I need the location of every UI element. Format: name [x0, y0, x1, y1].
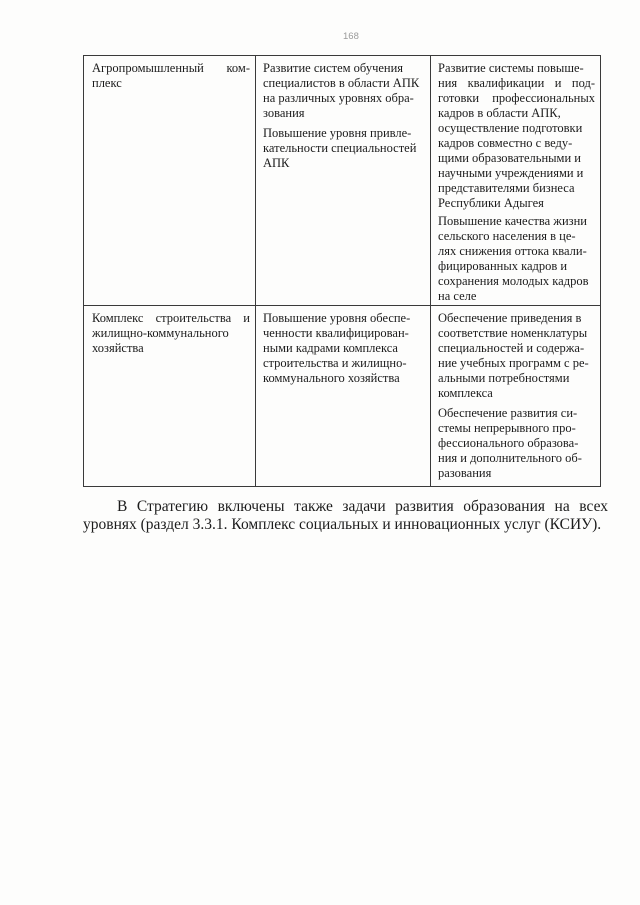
cell-paragraph	[263, 311, 425, 386]
cell-paragraph	[92, 61, 250, 91]
text-line: стемы непрерывного про-	[438, 421, 576, 435]
text-line: кадров совместно с веду-	[438, 136, 573, 150]
text-line: Республики Адыгея	[438, 196, 544, 210]
text-line: зования	[263, 106, 305, 120]
text-line: хозяйства	[92, 341, 144, 355]
cell-paragraph	[438, 214, 595, 304]
text-line: специальностей и содержа-	[438, 341, 585, 355]
text-line: соответствие номенклатуры	[438, 326, 588, 340]
text-line: Агропромышленный ком-	[92, 61, 250, 75]
text-line: сохранения молодых кадров	[438, 274, 589, 288]
text-line: готовки профессиональных	[438, 91, 595, 105]
cell-paragraph	[92, 311, 250, 356]
text-line: Повышение качества жизни	[438, 214, 587, 228]
text-line: ченности квалифицирован-	[263, 326, 409, 340]
text-line: комплекса	[438, 386, 493, 400]
page-number: 168	[343, 31, 359, 42]
text-line: на различных уровнях обра-	[263, 91, 414, 105]
text-line: коммунального хозяйства	[263, 371, 400, 385]
text-line: Обеспечение развития си-	[438, 406, 578, 420]
text-line: АПК	[263, 156, 290, 170]
text-line: специалистов в области АПК	[263, 76, 420, 90]
text-line: Развитие систем обучения	[263, 61, 404, 75]
text-line: уровнях (раздел 3.3.1. Комплекс социальных и инновационных услуг (КСИУ).	[83, 516, 602, 533]
goals-cell	[256, 306, 431, 487]
text-line: фицированных кадров и	[438, 259, 568, 273]
text-line: осуществление подготовки	[438, 121, 583, 135]
text-line: Повышение уровня обеспе-	[263, 311, 411, 325]
text-line: ния и дополнительного об-	[438, 451, 582, 465]
text-line: Развитие системы повыше-	[438, 61, 584, 75]
cell-paragraph	[438, 61, 595, 211]
text-line: ными кадрами комплекса	[263, 341, 398, 355]
tasks-cell	[431, 306, 601, 487]
text-line: Комплекс строительства и	[92, 311, 250, 325]
text-line: научными учреждениями и	[438, 166, 584, 180]
text-line: щими образовательными и	[438, 151, 581, 165]
text-line: фессионального образова-	[438, 436, 579, 450]
text-line: разования	[438, 466, 492, 480]
text-line: В Стратегию включены также задачи развития образования на всех	[117, 498, 608, 515]
cell-paragraph	[263, 61, 425, 121]
text-line: кательности специальностей	[263, 141, 417, 155]
sector-cell	[84, 306, 256, 487]
tasks-cell	[431, 56, 601, 306]
text-line: лях снижения оттока квали-	[438, 244, 587, 258]
text-line: Обеспечение приведения в	[438, 311, 582, 325]
body-paragraph	[83, 498, 608, 534]
cell-paragraph	[263, 126, 425, 171]
text-line: жилищно-коммунального	[92, 326, 229, 340]
cell-paragraph	[438, 406, 595, 481]
text-line: Повышение уровня привле-	[263, 126, 412, 140]
text-line: сельского населения в це-	[438, 229, 576, 243]
sector-cell	[84, 56, 256, 306]
text-line: строительства и жилищно-	[263, 356, 407, 370]
text-line: плекс	[92, 76, 122, 90]
text-line: представителями бизнеса	[438, 181, 575, 195]
cell-paragraph	[438, 311, 595, 401]
text-line: на селе	[438, 289, 477, 303]
text-line: ния квалификации и под-	[438, 76, 595, 90]
text-line: ние учебных программ с ре-	[438, 356, 589, 370]
text-line: кадров в области АПК,	[438, 106, 561, 120]
strategy-table	[83, 55, 601, 487]
goals-cell	[256, 56, 431, 306]
text-line: альными потребностями	[438, 371, 570, 385]
